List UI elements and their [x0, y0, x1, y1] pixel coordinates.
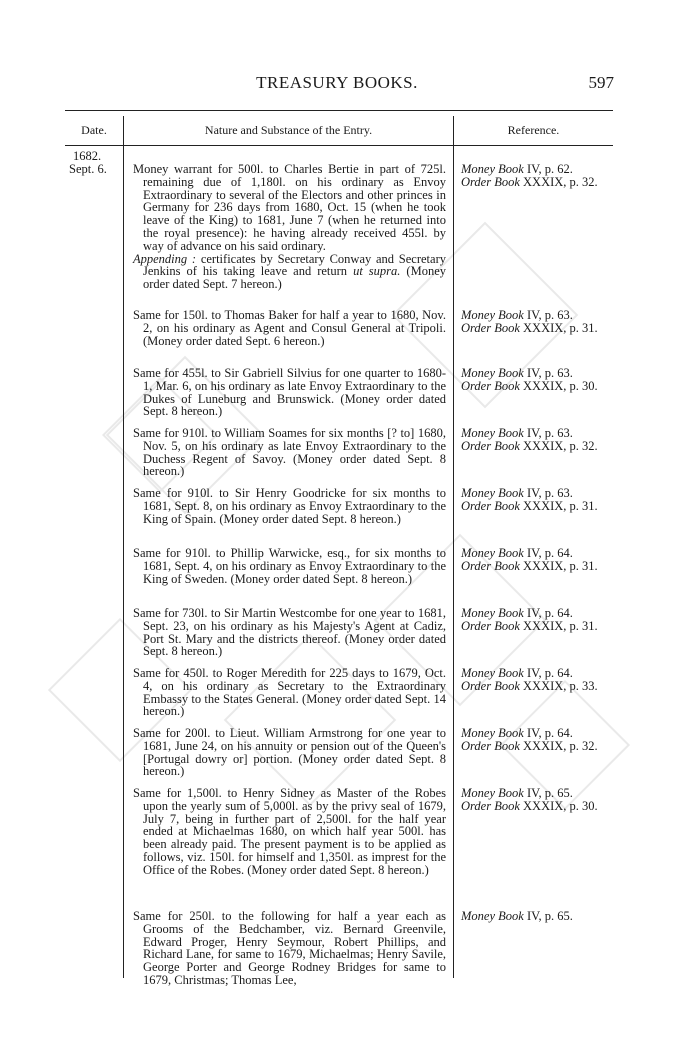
ref-order: Order Book XXXIX, p. 32.: [461, 438, 598, 453]
entry: [133, 427, 446, 478]
reference: [461, 487, 613, 513]
entry-text: Money warrant for 500l. to Charles Bertie in part of 725l. remaining due of 1,180l. on his ordinary as Envoy Extraordinary to several of the Electors and other princes in Germany for 236 days from 1680, Oct. 15 (when he took leave of the King) to 1681, June 7 (when he returned into the royal presence): he having already received 455l. by way of advance on his said ordinary.: [133, 162, 446, 253]
column-header-nature: Nature and Substance of the Entry.: [204, 123, 373, 137]
ref-order: Order Book XXXIX, p. 31.: [461, 618, 598, 633]
reference: [461, 667, 613, 693]
date-year: 1682.: [73, 149, 102, 163]
reference: [461, 910, 613, 923]
entry: [133, 787, 446, 877]
entry-appending: [133, 253, 446, 291]
entry: [133, 487, 446, 525]
ref-order: Order Book XXXIX, p. 30.: [461, 798, 598, 813]
ref-money: Money Book IV, p. 62.: [461, 162, 573, 176]
entry-text: Same for 910l. to Sir Henry Goodricke for six months to 1681, Sept. 8, on his ordinary as Envoy Extraordinary to the King of Spain. (Money order dated Sept. 8 hereon.): [133, 486, 446, 526]
ref-money: Money Book IV, p. 65.: [461, 909, 573, 923]
entry: [133, 367, 446, 418]
ref-order: Order Book XXXIX, p. 31.: [461, 558, 598, 573]
ref-money: Money Book IV, p. 64.: [461, 726, 573, 740]
ref-order: Order Book XXXIX, p. 32.: [461, 738, 598, 753]
entry-text: Same for 910l. to Phillip Warwicke, esq., for six months to 1681, Sept. 4, on his ordinary as Envoy Extraordinary to the King of Sweden. (Money order dated Sept. 8 hereon.): [133, 546, 446, 586]
entry: [133, 163, 446, 291]
reference: [461, 607, 613, 633]
entry-text: Same for 450l. to Roger Meredith for 225 days to 1679, Oct. 4, on his ordinary as Secretary to the Extraordinary Embassy to the States General. (Money order dated Sept. 14 hereon.): [133, 666, 446, 719]
ref-money: Money Book IV, p. 64.: [461, 606, 573, 620]
column-divider-date: [123, 116, 124, 978]
ref-money: Money Book IV, p. 63.: [461, 308, 573, 322]
entry-text: Same for 200l. to Lieut. William Armstrong for one year to 1681, June 24, on his annuity or pension out of the Queen's [Portugal dowry or] portion. (Money order dated Sept. 8 hereon.): [133, 726, 446, 779]
header-rule: [65, 145, 613, 146]
appending-label: Appending :: [133, 251, 197, 266]
entry-text: Same for 250l. to the following for half a year each as Grooms of the Bedchamber, viz. Bernard Greenvile, Edward Proger, Henry Seymour, Robert Phillips, and Richard Lane, for same to 1679, Michaelmas; Henry Savile, George Porter and George Rodney Bridges for same to 1679, Christmas; Thomas Lee,: [133, 909, 446, 987]
entry-text: Same for 455l. to Sir Gabriell Silvius for one quarter to 1680-1, Mar. 6, on his ordinary as late Envoy Extraordinary to the Dukes of Luneburg and Brunswick. (Money order dated Sept. 8 hereon.): [133, 366, 446, 419]
entry: [133, 727, 446, 778]
entry: [133, 547, 446, 585]
ref-money: Money Book IV, p. 63.: [461, 426, 573, 440]
entry-text: Same for 150l. to Thomas Baker for half a year to 1680, Nov. 2, on his ordinary as Agent and Consul General at Tripoli. (Money order dated Sept. 6 hereon.): [133, 308, 446, 348]
ref-order: Order Book XXXIX, p. 31.: [461, 498, 598, 513]
top-rule: [65, 110, 613, 111]
entry: [133, 910, 446, 987]
appending-end: (Money order dated Sept. 7 hereon.): [143, 264, 447, 292]
ref-money: Money Book IV, p. 64.: [461, 546, 573, 560]
column-header-date: Date.: [81, 123, 107, 137]
ref-money: Money Book IV, p. 63.: [461, 486, 573, 500]
ref-money: Money Book IV, p. 65.: [461, 786, 573, 800]
entry-text: Same for 730l. to Sir Martin Westcombe for one year to 1681, Sept. 23, on his ordinary as his Majesty's Agent at Cadiz, Port St. Mary and the districts thereof. (Money order dated Sept. 8 hereon.): [133, 606, 446, 659]
entry: [133, 607, 446, 658]
reference: [461, 309, 613, 335]
entry: [133, 667, 446, 718]
ref-order: Order Book XXXIX, p. 30.: [461, 378, 598, 393]
date-day: Sept. 6.: [69, 162, 107, 176]
appending-text: certificates by Secretary Conway and Secretary Jenkins of his taking leave and return: [143, 251, 446, 279]
reference: [461, 547, 613, 573]
entry: [133, 309, 446, 347]
ref-order: Order Book XXXIX, p. 32.: [461, 174, 598, 189]
column-divider-reference: [453, 116, 454, 978]
ref-order: Order Book XXXIX, p. 33.: [461, 678, 598, 693]
reference: [461, 163, 613, 189]
appending-ut-supra: ut supra.: [353, 264, 401, 279]
entry-text: Same for 1,500l. to Henry Sidney as Master of the Robes upon the yearly sum of 5,000l. as by the privy seal of 1679, July 7, being in further part of 2,500l. for the half year ended at Michaelmas 1680, on which half year 500l. has been already paid. The present payment is to be applied as follows, viz. 150l. for himself and 1,350l. as imprest for the Office of the Robes. (Money order dated Sept. 8 hereon.): [133, 786, 446, 877]
reference: [461, 727, 613, 753]
ref-money: Money Book IV, p. 64.: [461, 666, 573, 680]
reference: [461, 427, 613, 453]
page-number: 597: [588, 73, 614, 92]
entry-text: Same for 910l. to William Soames for six months [? to] 1680, Nov. 5, on his ordinary as late Envoy Extraordinary to the Duchess Regent of Savoy. (Money order dated Sept. 8 hereon.): [133, 426, 446, 479]
running-title: TREASURY BOOKS.: [256, 73, 418, 92]
reference: [461, 787, 613, 813]
ref-money: Money Book IV, p. 63.: [461, 366, 573, 380]
column-header-reference: Reference.: [507, 123, 560, 137]
ref-order: Order Book XXXIX, p. 31.: [461, 320, 598, 335]
reference: [461, 367, 613, 393]
